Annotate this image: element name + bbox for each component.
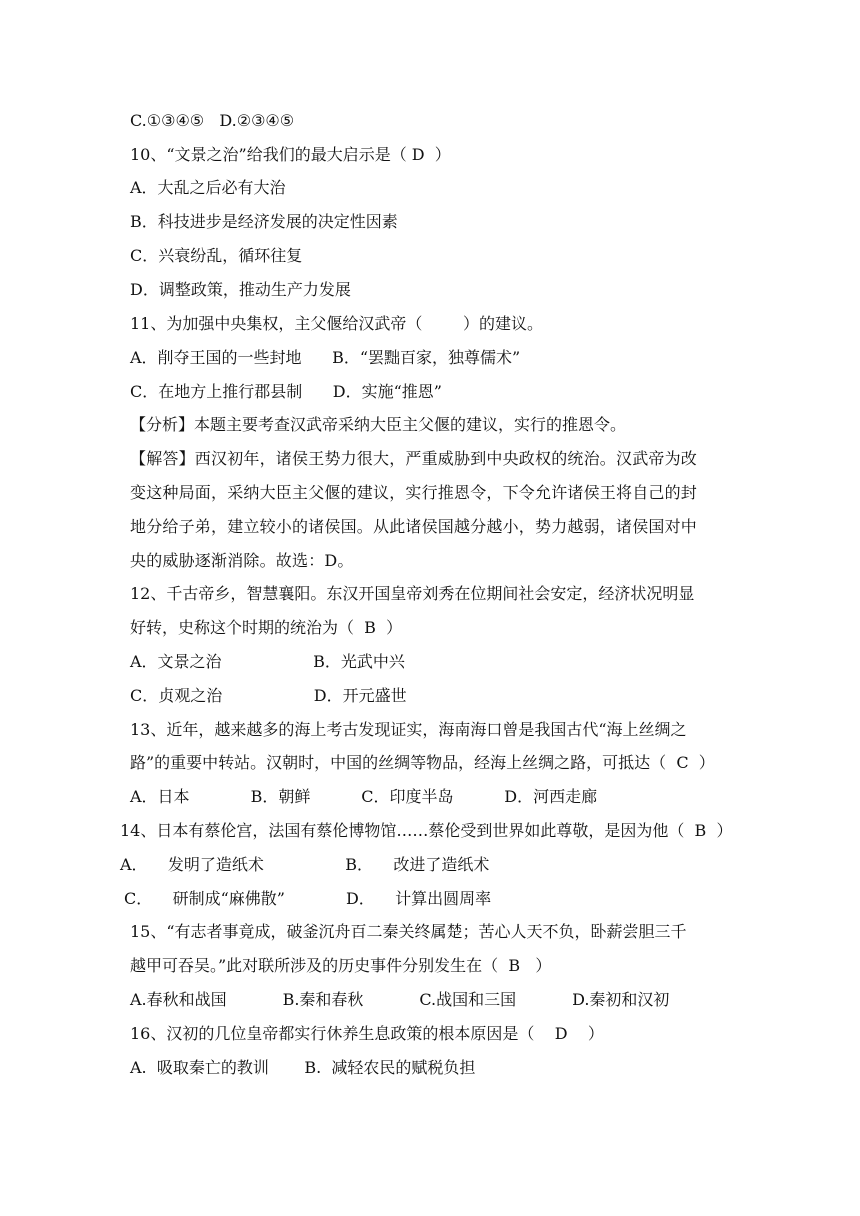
q13-question-line-1: 13、近年，越来越多的海上考古发现证实，海南海口曾是我国古代“海上丝绸之 (130, 720, 687, 739)
q9-options-c-d: C.①③④⑤ D.②③④⑤ (130, 111, 295, 130)
q12-options-a-b: A．文景之治 B．光武中兴 (130, 652, 405, 671)
q14-options-a-b: A． 发明了造纸术 B． 改进了造纸术 (120, 855, 490, 874)
q11-solution-line-2: 变这种局面，采纳大臣主父偃的建议，实行推恩令，下令允许诸侯王将自己的封 (130, 483, 698, 502)
q12-question-line-2: 好转，史称这个时期的统治为（ B ） (130, 618, 403, 637)
q10-question: 10、“文景之治”给我们的最大启示是（ D ） (130, 145, 451, 164)
q11-analysis: 【分析】本题主要考查汉武帝采纳大臣主父偃的建议，实行的推恩令。 (130, 415, 627, 434)
q11-question: 11、为加强中央集权，主父偃给汉武帝（ ）的建议。 (130, 314, 544, 333)
q13-options: A．日本 B．朝鲜 C．印度半岛 D．河西走廊 (130, 787, 598, 806)
q10-option-a: A．大乱之后必有大治 (130, 178, 286, 197)
q11-solution-line-3: 地分给子弟，建立较小的诸侯国。从此诸侯国越分越小，势力越弱，诸侯国对中 (130, 517, 698, 536)
q15-options: A.春秋和战国 B.秦和春秋 C.战国和三国 D.秦初和汉初 (130, 990, 670, 1009)
q16-options-a-b: A. 吸取秦亡的教训 B. 减轻农民的赋税负担 (130, 1058, 476, 1077)
q14-options-c-d: C． 研制成“麻佛散” D． 计算出圆周率 (124, 889, 492, 908)
q10-option-d: D．调整政策，推动生产力发展 (130, 280, 351, 299)
q11-options-c-d: C．在地方上推行郡县制 D．实施“推恩” (130, 382, 442, 401)
q12-question-line-1: 12、千古帝乡，智慧襄阳。东汉开国皇帝刘秀在位期间社会安定，经济状况明显 (130, 584, 695, 603)
q10-option-b: B．科技进步是经济发展的决定性因素 (130, 212, 398, 231)
q10-option-c: C．兴衰纷乱，循环往复 (130, 246, 303, 265)
q15-question-line-1: 15、“有志者事竟成，破釜沉舟百二秦关终属楚；苦心人天不负，卧薪尝胆三千 (130, 922, 687, 941)
q15-question-line-2: 越甲可吞吴。”此对联所涉及的历史事件分别发生在（ B ） (130, 956, 552, 975)
q11-solution-line-4: 央的威胁逐渐消除。故选：D。 (130, 551, 354, 570)
q12-options-c-d: C．贞观之治 D．开元盛世 (130, 686, 407, 705)
q11-options-a-b: A．削夺王国的一些封地 B．“罢黜百家，独尊儒术” (130, 348, 521, 367)
q14-question: 14、日本有蔡伦宫，法国有蔡伦博物馆……蔡伦受到世界如此尊敬，是因为他（ B ） (120, 821, 733, 840)
q11-solution-line-1: 【解答】西汉初年，诸侯王势力很大，严重威胁到中央政权的统治。汉武帝为改 (130, 449, 698, 468)
q13-question-line-2: 路”的重要中转站。汉朝时，中国的丝绸等物品，经海上丝绸之路，可抵达（ C ） (130, 753, 715, 772)
q16-question: 16、汉初的几位皇帝都实行休养生息政策的根本原因是（ D ） (130, 1024, 604, 1043)
